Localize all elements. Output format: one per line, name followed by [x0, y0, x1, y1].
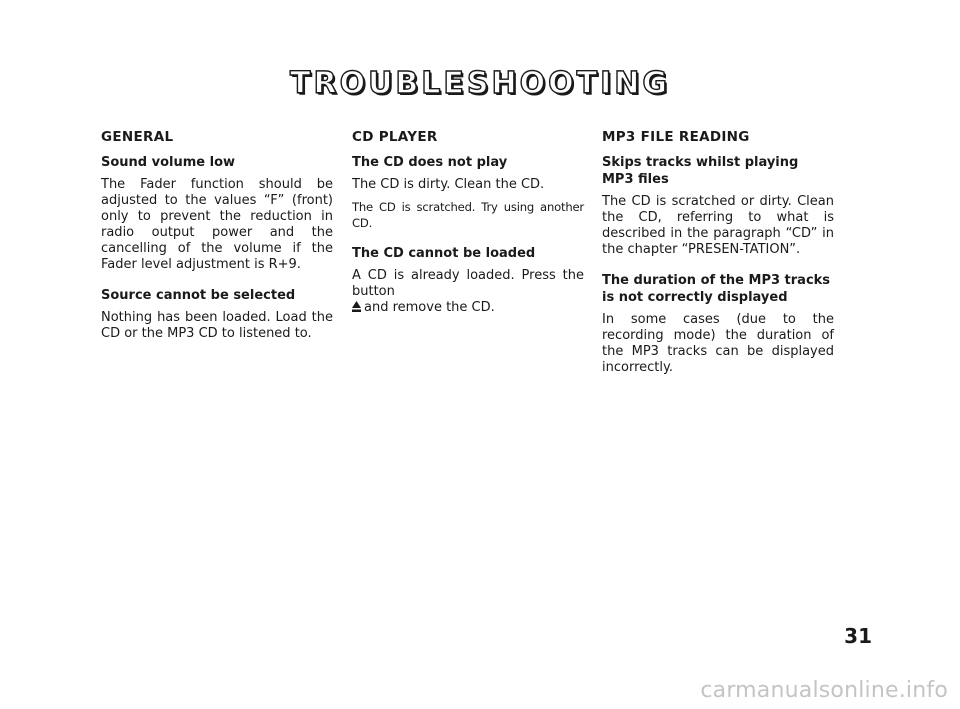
cd-already-loaded-text: A CD is already loaded. Press the button	[352, 268, 584, 299]
sound-volume-low-text: The Fader function should be adjusted to the values “F” (front) only to prevent the reduction in radio output power and the cancelling of the volume if the Fader level adjustment is R+9.	[101, 177, 333, 272]
source-cannot-be-selected-heading: Source cannot be selected	[101, 288, 296, 303]
skips-tracks-heading: Skips tracks whilst playing MP3 files	[602, 155, 799, 187]
mp3-duration-text: In some cases (due to the recording mode) the duration of the MP3 tracks can be displayed incorrectly.	[602, 312, 834, 375]
mp3-heading: MP3 FILE READING	[602, 129, 750, 145]
cd-player-heading: CD PLAYER	[352, 129, 438, 145]
skips-tracks-text: The CD is scratched or dirty. Clean the CD, referring to what is described in the paragraph “CD” in the chapter “PRESEN-TATION”.	[602, 194, 834, 257]
page-number: 31	[844, 624, 872, 648]
general-section	[101, 128, 333, 348]
cd-cannot-be-loaded-text	[352, 268, 584, 316]
remove-cd-text: and remove the CD.	[364, 300, 495, 315]
cd-cannot-be-loaded-heading: The CD cannot be loaded	[352, 246, 536, 261]
cd-dirty-text: The CD is dirty. Clean the CD.	[352, 177, 545, 192]
mp3-duration-heading-line-1: The duration of the MP3 tracks	[602, 273, 831, 288]
mp3-section	[602, 128, 834, 382]
eject-icon	[352, 301, 361, 312]
sound-volume-low-heading: Sound volume low	[101, 155, 236, 170]
mp3-duration-heading-line-2: is not correctly displayed	[602, 290, 788, 305]
cd-scratched-text: The CD is scratched. Try using another CD.	[352, 200, 584, 230]
source-cannot-be-selected-text: Nothing has been loaded. Load the CD or the MP3 CD to listened to.	[101, 310, 333, 341]
mp3-duration-heading	[602, 272, 834, 306]
general-heading: GENERAL	[101, 129, 174, 145]
watermark: carmanualsonline.info	[700, 678, 948, 703]
cd-does-not-play-heading: The CD does not play	[352, 155, 508, 170]
page-title: TROUBLESHOOTING	[290, 66, 670, 101]
cd-player-section	[352, 128, 584, 322]
